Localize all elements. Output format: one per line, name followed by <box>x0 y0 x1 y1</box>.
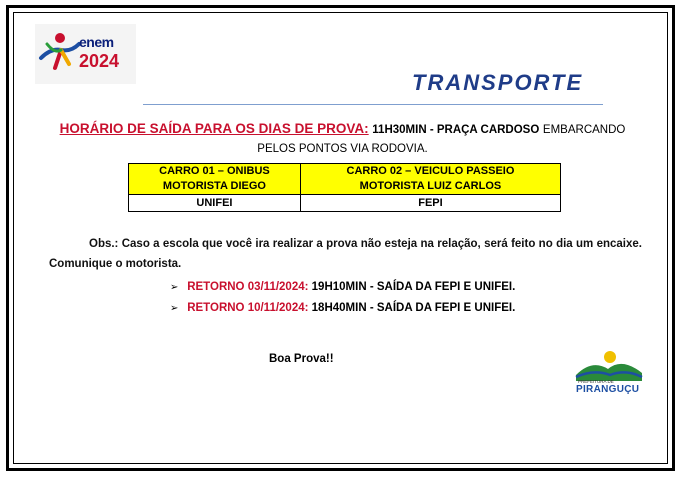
hills-sun-icon <box>574 347 644 381</box>
pirangucu-name: PIRANGUÇU <box>576 384 640 395</box>
closing-text: Boa Prova!! <box>269 353 334 365</box>
departure-note-1: EMBARCANDO <box>542 124 626 136</box>
departure-note-2: PELOS PONTOS VIA RODOVIA. <box>257 143 428 155</box>
return-item-2 <box>170 300 515 317</box>
car-2-destination: FEPI <box>300 195 560 212</box>
return-2-detail: 18H40MIN - SAÍDA DA FEPI E UNIFEI. <box>311 302 516 314</box>
car-2-driver: MOTORISTA LUIZ CARLOS <box>359 180 502 192</box>
enem-year: 2024 <box>79 51 120 71</box>
title-divider <box>143 104 603 105</box>
departure-time-place: 11H30MIN - PRAÇA CARDOSO <box>372 124 540 136</box>
obs-text: Obs.: Caso a escola que você ira realizar a prova não esteja na relação, será feito no dia um encaixe. Comunique o motorista. <box>49 238 642 270</box>
departure-label: HORÁRIO DE SAÍDA PARA OS DIAS DE PROVA: <box>59 121 369 136</box>
car-2-vehicle: CARRO 02 – VEICULO PASSEIO <box>346 165 515 177</box>
car-1-vehicle: CARRO 01 – ONIBUS <box>159 165 270 177</box>
arrow-bullet-icon: ➢ <box>170 282 179 293</box>
pirangucu-prefix: PREFEITURA DE <box>578 379 614 384</box>
page-title: TRANSPORTE <box>412 70 584 95</box>
enem-word: enem <box>79 34 114 50</box>
return-item-1 <box>170 279 515 296</box>
enem-logo <box>35 24 136 84</box>
car-2-header <box>300 164 560 195</box>
departure-heading <box>0 120 685 158</box>
cars-destination-row <box>129 195 561 212</box>
obs-paragraph <box>49 234 642 274</box>
pirangucu-logo <box>574 347 644 399</box>
arrow-bullet-icon: ➢ <box>170 303 179 314</box>
car-1-destination: UNIFEI <box>129 195 301 212</box>
cars-header-row <box>129 164 561 195</box>
return-2-label: RETORNO 10/11/2024: <box>187 302 309 314</box>
car-1-header <box>129 164 301 195</box>
car-1-driver: MOTORISTA DIEGO <box>162 180 266 192</box>
cars-table <box>128 163 561 212</box>
return-1-label: RETORNO 03/11/2024: <box>187 281 309 293</box>
return-1-detail: 19H10MIN - SAÍDA DA FEPI E UNIFEI. <box>311 281 516 293</box>
